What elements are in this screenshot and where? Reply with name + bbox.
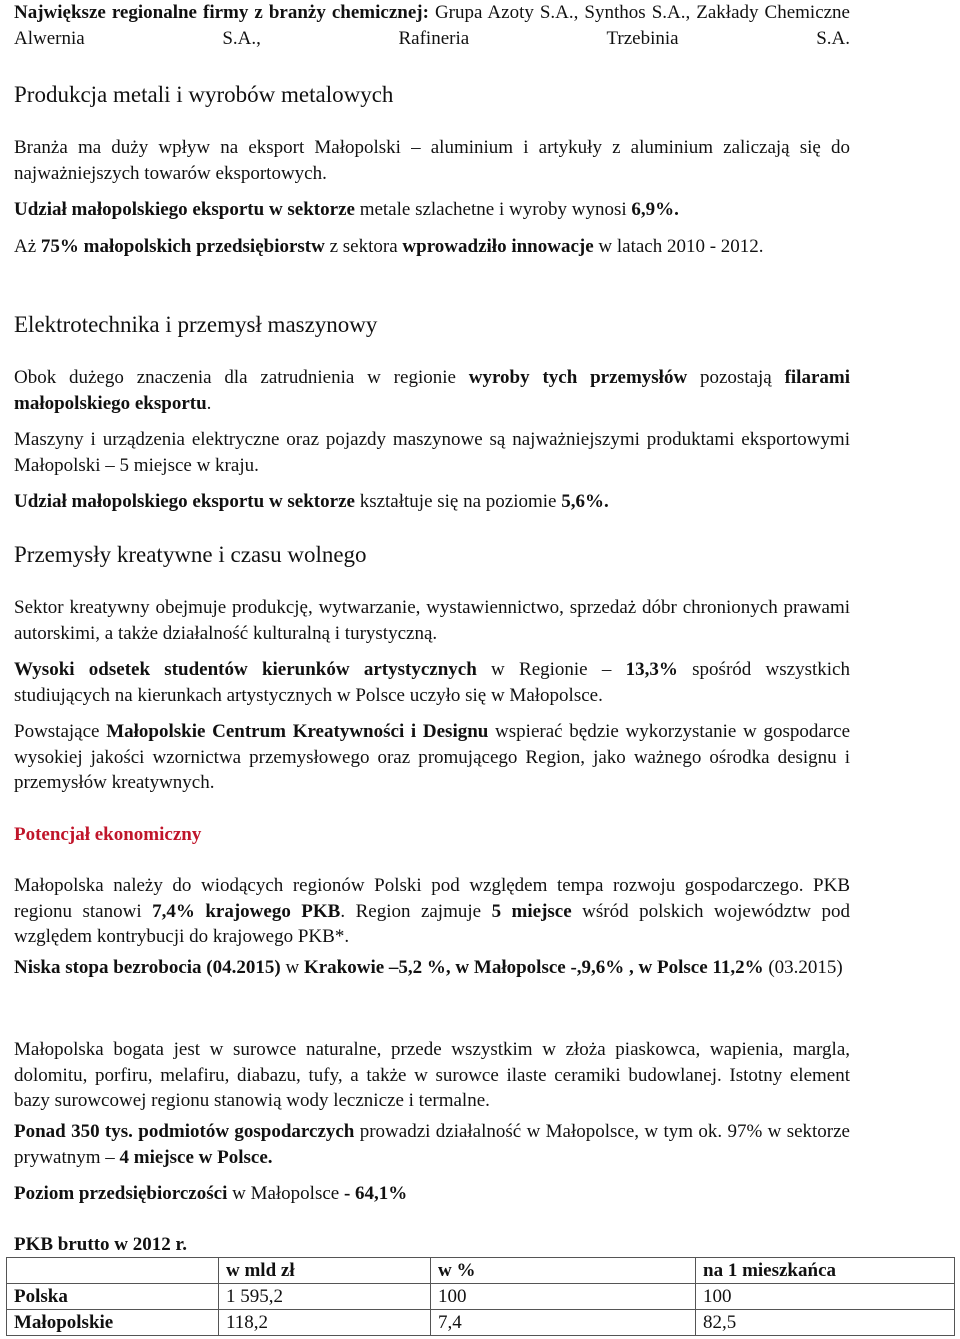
gdp-table: [6, 1257, 955, 1336]
electro-paragraph-2: Maszyny i urządzenia elektryczne oraz pojazdy maszynowe są najważniejszymi produktami eksportowymi Małopolski – 5 miejsce w kraju.: [14, 429, 850, 476]
table-header-cell: w %: [431, 1258, 696, 1284]
economic-paragraph-3: Małopolska bogata jest w surowce naturalne, przede wszystkim w złoża piaskowca, wapienia, margla, dolomitu, porfiru, melafiru, diabazu, tufy, a także w surowce ilaste ceramiki budowlanej. Istotny element bazy surowcowej regionu stanowią wody lecznicze i termalne.: [14, 1039, 850, 1111]
metals-paragraph-1: Branża ma duży wpływ na eksport Małopolski – aluminium i artykuły z aluminium zaliczają się do najważniejszych towarów eksportowych.: [14, 137, 850, 184]
electro-paragraph-1: Obok dużego znaczenia dla zatrudnienia w regionie wyroby tych przemysłów pozostają filarami małopolskiego eksportu.: [14, 367, 850, 414]
table-row-label: Małopolskie: [7, 1310, 219, 1336]
creative-paragraph-3: Powstające Małopolskie Centrum Kreatywności i Designu wspierać będzie wykorzystanie w gospodarce wysokiej jakości wzornictwa przemysłowego oraz promującego Region, jako ważnego ośrodka designu i przemysłów kreatywnych.: [14, 721, 850, 793]
electro-paragraph-3: Udział małopolskiego eksportu w sektorze kształtuje się na poziomie 5,6%.: [14, 491, 609, 512]
table-header-cell: [7, 1258, 219, 1284]
table-cell: 118,2: [219, 1310, 431, 1336]
table-cell: 1 595,2: [219, 1284, 431, 1310]
creative-heading: Przemysły kreatywne i czasu wolnego: [14, 542, 367, 567]
economic-paragraph-5: Poziom przedsiębiorczości w Małopolsce - 64,1%: [14, 1183, 408, 1204]
metals-paragraph-2: Udział małopolskiego eksportu w sektorze metale szlachetne i wyroby wynosi 6,9%.: [14, 199, 679, 220]
table-cell: 100: [431, 1284, 696, 1310]
gdp-table-title: PKB brutto w 2012 r.: [14, 1234, 187, 1255]
table-row-label: Polska: [7, 1284, 219, 1310]
table-cell: 100: [696, 1284, 955, 1310]
chemical-firms-paragraph: [14, 0, 850, 51]
metals-paragraph-3: Aż 75% małopolskich przedsiębiorstw z sektora wprowadziło innowacje w latach 2010 - 2012.: [14, 236, 764, 257]
table-header-row: [7, 1258, 955, 1284]
metals-heading: Produkcja metali i wyrobów metalowych: [14, 82, 394, 107]
creative-paragraph-2: Wysoki odsetek studentów kierunków artystycznych w Regionie – 13,3% spośród wszystkich studiujących na kierunkach artystycznych w Polsce uczyło się w Małopolsce.: [14, 659, 850, 706]
economic-paragraph-1: Małopolska należy do wiodących regionów Polski pod względem tempa rozwoju gospodarczego. PKB regionu stanowi 7,4% krajowego PKB. Region zajmuje 5 miejsce wśród polskich województw pod względem kontrybucji do krajowego PKB*.: [14, 875, 850, 947]
economic-paragraph-4: Ponad 350 tys. podmiotów gospodarczych prowadzi działalność w Małopolsce, w tym ok. 97% w sektorze prywatnym – 4 miejsce w Polsce.: [14, 1121, 850, 1168]
table-cell: 7,4: [431, 1310, 696, 1336]
table-header-cell: na 1 mieszkańca: [696, 1258, 955, 1284]
electro-heading: Elektrotechnika i przemysł maszynowy: [14, 312, 378, 337]
chemical-firms-label: Największe regionalne firmy z branży chemicznej:: [14, 2, 429, 23]
economic-heading: Potencjał ekonomiczny: [14, 824, 202, 845]
table-header-cell: w mld zł: [219, 1258, 431, 1284]
creative-paragraph-1: Sektor kreatywny obejmuje produkcję, wytwarzanie, wystawiennictwo, sprzedaż dóbr chronionych prawami autorskimi, a także działalność kulturalną i turystyczną.: [14, 597, 850, 644]
table-row: [7, 1310, 955, 1336]
table-row: [7, 1284, 955, 1310]
table-cell: 82,5: [696, 1310, 955, 1336]
economic-paragraph-2: Niska stopa bezrobocia (04.2015) w Krakowie –5,2 %, w Małopolsce -,9,6% , w Polsce 11,2% (03.2015): [14, 957, 843, 978]
chemical-firms-list: Grupa Azoty S.A., Synthos S.A., Zakłady Chemiczne Alwernia S.A., Rafineria Trzebinia S.A.: [14, 2, 850, 49]
